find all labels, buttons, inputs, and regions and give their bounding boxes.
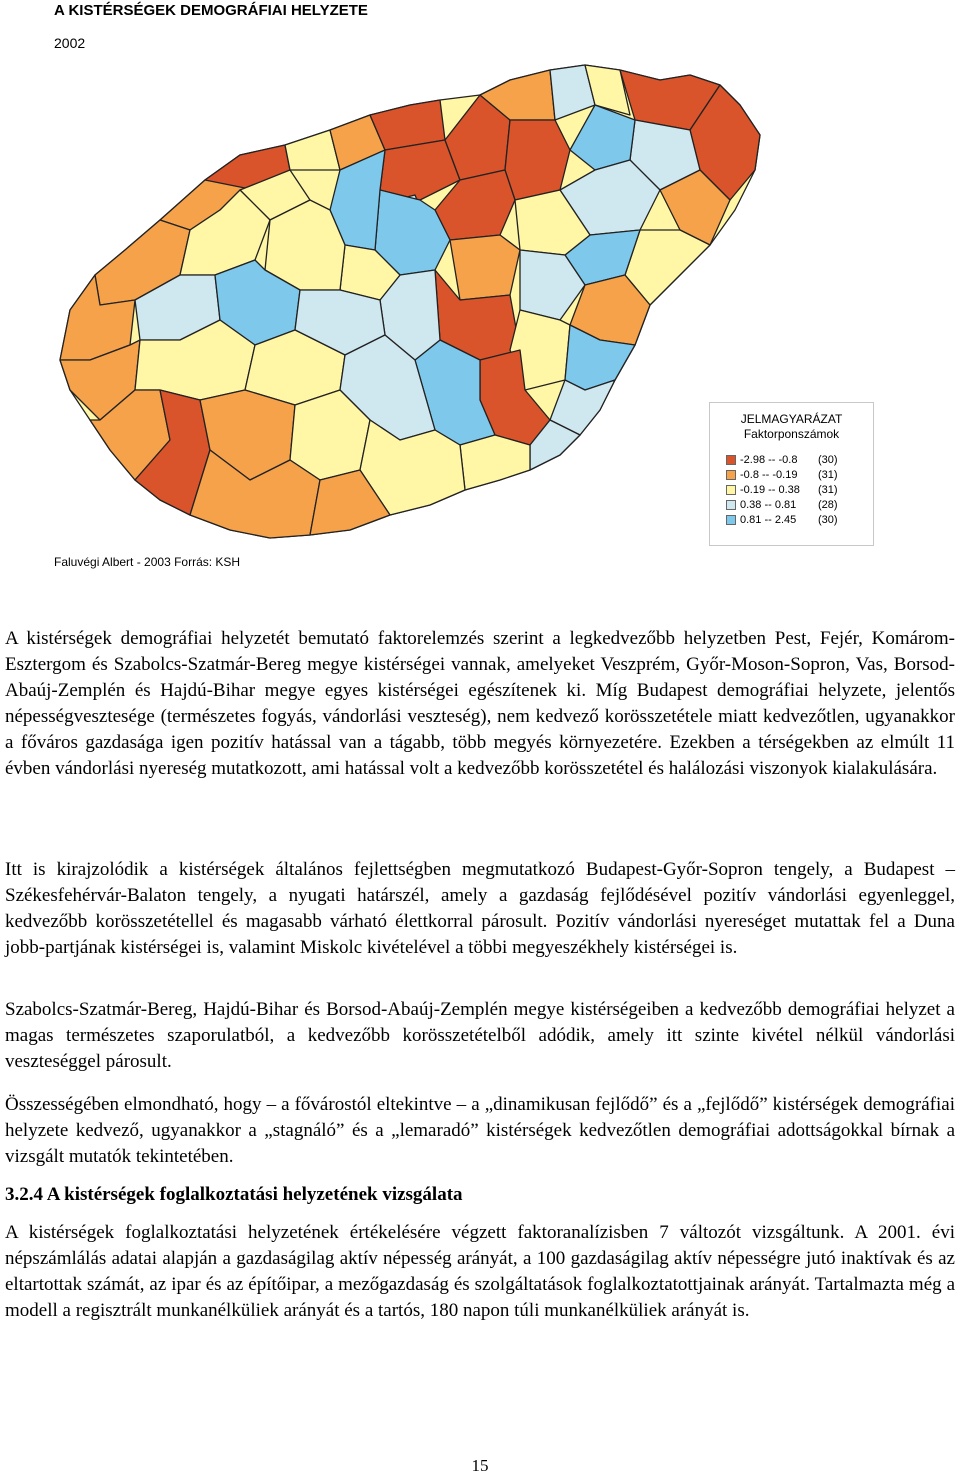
legend-range: -0.19 -- 0.38 (740, 483, 800, 496)
legend-count: (30) (818, 513, 838, 526)
paragraph-3: Szabolcs-Szatmár-Bereg, Hajdú-Bihar és Borsod-Abaúj-Zemplén megye kistérségeiben a kedvezőbb demográfiai helyzet a magas természetes szaporulatból, a kedvezőbb korösszetételből adódik, amely itt szinte kivétel nélkül vándorlási veszteséggel párosult. (5, 999, 955, 1072)
map-region (450, 235, 520, 300)
legend-count: (30) (818, 453, 838, 466)
legend-count: (31) (818, 468, 838, 481)
legend-range: -2.98 -- -0.8 (740, 453, 798, 466)
legend-swatch (726, 470, 736, 480)
legend-swatch (726, 500, 736, 510)
legend-rows (726, 452, 873, 527)
map-credit: Faluvégi Albert - 2003 Forrás: KSH (54, 555, 241, 569)
legend-range: -0.8 -- -0.19 (740, 468, 798, 481)
legend-swatch (726, 515, 736, 525)
legend-item (726, 452, 873, 467)
legend-title: JELMAGYARÁZAT (740, 412, 843, 426)
paragraph-5: A kistérségek foglalkoztatási helyzetének értékelésére végzett faktoranalízisben 7 változót vizsgáltunk. A 2001. évi népszámlálás adatai alapján a gazdaságilag aktív népesség arányát, a 100 gazdaságilag aktív népességre jutó inaktívak és az eltartottak számát, az ipar és az építőipar, a mezőgazdaság és szolgáltatások foglalkoztatottjainak arányát. Tartalmazta még a modell a regisztrált munkanélküliek arányát és a tartós, 180 napon túli munkanélküliek arányát is. (5, 1222, 955, 1321)
legend-swatch (726, 485, 736, 495)
map-year: 2002 (54, 35, 86, 51)
page-number: 15 (471, 1456, 489, 1475)
paragraph-4: Összességében elmondható, hogy – a fővárostól eltekintve – a „dinamikusan fejlődő” és a „fejlődő” kistérségek demográfiai helyzete kedvező, ugyanakkor a „stagnáló” és a „lemaradó” kistérségek kedvezőtlen demográfiai adottságokkal bírnak a vizsgált mutatók tekintetében. (5, 1094, 955, 1167)
legend-range: 0.38 -- 0.81 (740, 498, 797, 511)
legend-item (726, 512, 873, 527)
paragraph-1: A kistérségek demográfiai helyzetét bemutató faktorelemzés szerint a legkedvezőbb helyzetben Pest, Fejér, Komárom-Esztergom és Szabolcs-Szatmár-Bereg megye kistérségei vannak, amelyeket Veszprém, Győr-Moson-Sopron, Vas, Borsod-Abaúj-Zemplén és Hajdú-Bihar megye egyes kistérségei egészítenek ki. Míg Budapest demográfiai helyzete, jelentős népességvesztesége (természetes fogyás, vándorlási veszteség), nem kedvező korösszetétele miatt kedvezőtlen, ugyanakkor a főváros gazdasága igen pozitív hatással van a tágabb, több megyés környezetére. Ezekben a térségekben az elmúlt 11 évben vándorlási nyereség mutatkozott, ami hatással volt a kedvezőbb korösszetétel és halálozási viszonyok kialakulására. (5, 628, 955, 779)
map-region (505, 120, 570, 200)
legend-count: (31) (818, 483, 838, 496)
map-title: A KISTÉRSÉGEK DEMOGRÁFIAI HELYZETE (54, 2, 368, 19)
legend-count: (28) (818, 498, 838, 511)
legend-item (726, 497, 873, 512)
paragraph-2: Itt is kirajzolódik a kistérségek általános fejlettségben megmutatkozó Budapest-Győr-Sopron tengely, a Budapest – Székesfehérvár-Balaton tengely, a nyugati határszél, amely a gazdaság fejlődésével pozitív vándorlási egyenleggel, kedvezőbb korösszetétellel és magasabb várható élettkorral párosult. Pozitív vándorlási nyereséget mutattak fel a Duna jobb-partjának kistérségei is, valamint Miskolc kivételével a többi megyeszékhely kistérségei is. (5, 859, 955, 958)
legend-swatch (726, 455, 736, 465)
map-legend (709, 402, 874, 546)
map-region (460, 435, 530, 490)
legend-item (726, 467, 873, 482)
hungary-map (40, 60, 780, 550)
legend-item (726, 482, 873, 497)
section-heading: 3.2.4 A kistérségek foglalkoztatási helyzetének vizsgálata (5, 1184, 463, 1205)
legend-range: 0.81 -- 2.45 (740, 513, 797, 526)
legend-subtitle: Faktorponszámok (743, 427, 840, 441)
